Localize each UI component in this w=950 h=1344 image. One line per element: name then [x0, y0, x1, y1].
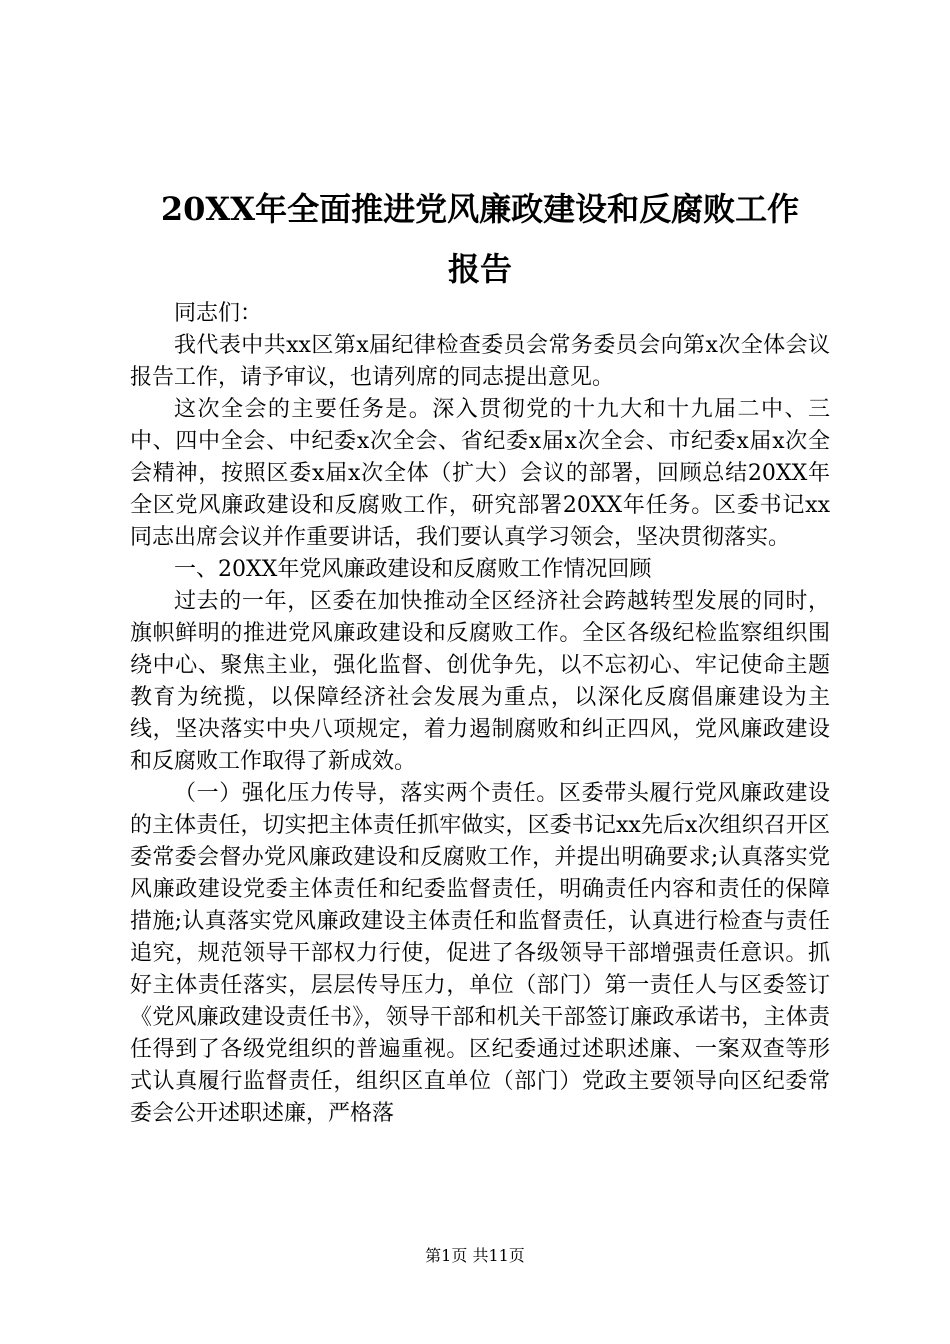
document-title-line-1: 20XX年全面推进党风廉政建设和反腐败工作 — [160, 190, 800, 228]
page-footer: 第1页 共11页 — [425, 1246, 525, 1265]
body-paragraph: （一）强化压力传导，落实两个责任。区委带头履行党风廉政建设的主体责任，切实把主体责任抓牢做实，区委书记xx先后x次组织召开区委常委会督办党风廉政建设和反腐败工作，并提出明确要求;认真落实党风廉政建设党委主体责任和纪委监督责任，明确责任内容和责任的保障措施;认真落实党风廉政建设主体责任和监督责任，认真进行检查与责任追究，规范领导干部权力行使，促进了各级领导干部增强责任意识。抓好主体责任落实，层层传导压力，单位（部门）第一责任人与区委签订《党风廉政建设责任书》，领导干部和机关干部签订廉政承诺书，主体责任得到了各级党组织的普遍重视。区纪委通过述职述廉、一案双查等形式认真履行监督责任，组织区直单位（部门）党政主要领导向区纪委常委会公开述职述廉，严格落 — [130, 781, 830, 1126]
section-heading: 一、20XX年党风廉政建设和反腐败工作情况回顾 — [174, 557, 652, 582]
document-title-line-2: 报告 — [447, 250, 512, 288]
body-paragraph: 我代表中共xx区第x届纪律检查委员会常务委员会向第x次全体会议报告工作，请予审议，也请列席的同志提出意见。 — [130, 333, 830, 390]
body-paragraph: 过去的一年，区委在加快推动全区经济社会跨越转型发展的同时，旗帜鲜明的推进党风廉政建设和反腐败工作。全区各级纪检监察组织围绕中心、聚焦主业，强化监督、创优争先，以不忘初心、牢记使命主题教育为统揽，以保障经济社会发展为重点，以深化反腐倡廉建设为主线，坚决落实中央八项规定，着力遏制腐败和纠正四风，党风廉政建设和反腐败工作取得了新成效。 — [130, 589, 830, 774]
salutation-paragraph: 同志们： — [174, 301, 263, 326]
document-body — [130, 298, 830, 1130]
body-paragraph: 这次全会的主要任务是。深入贯彻党的十九大和十九届二中、三中、四中全会、中纪委x次全会、省纪委x届x次全会、市纪委x届x次全会精神，按照区委x届x次全体（扩大）会议的部署，回顾总结20XX年全区党风廉政建设和反腐败工作，研究部署20XX年任务。区委书记xx同志出席会议并作重要讲话，我们要认真学习领会，坚决贯彻落实。 — [130, 397, 830, 550]
